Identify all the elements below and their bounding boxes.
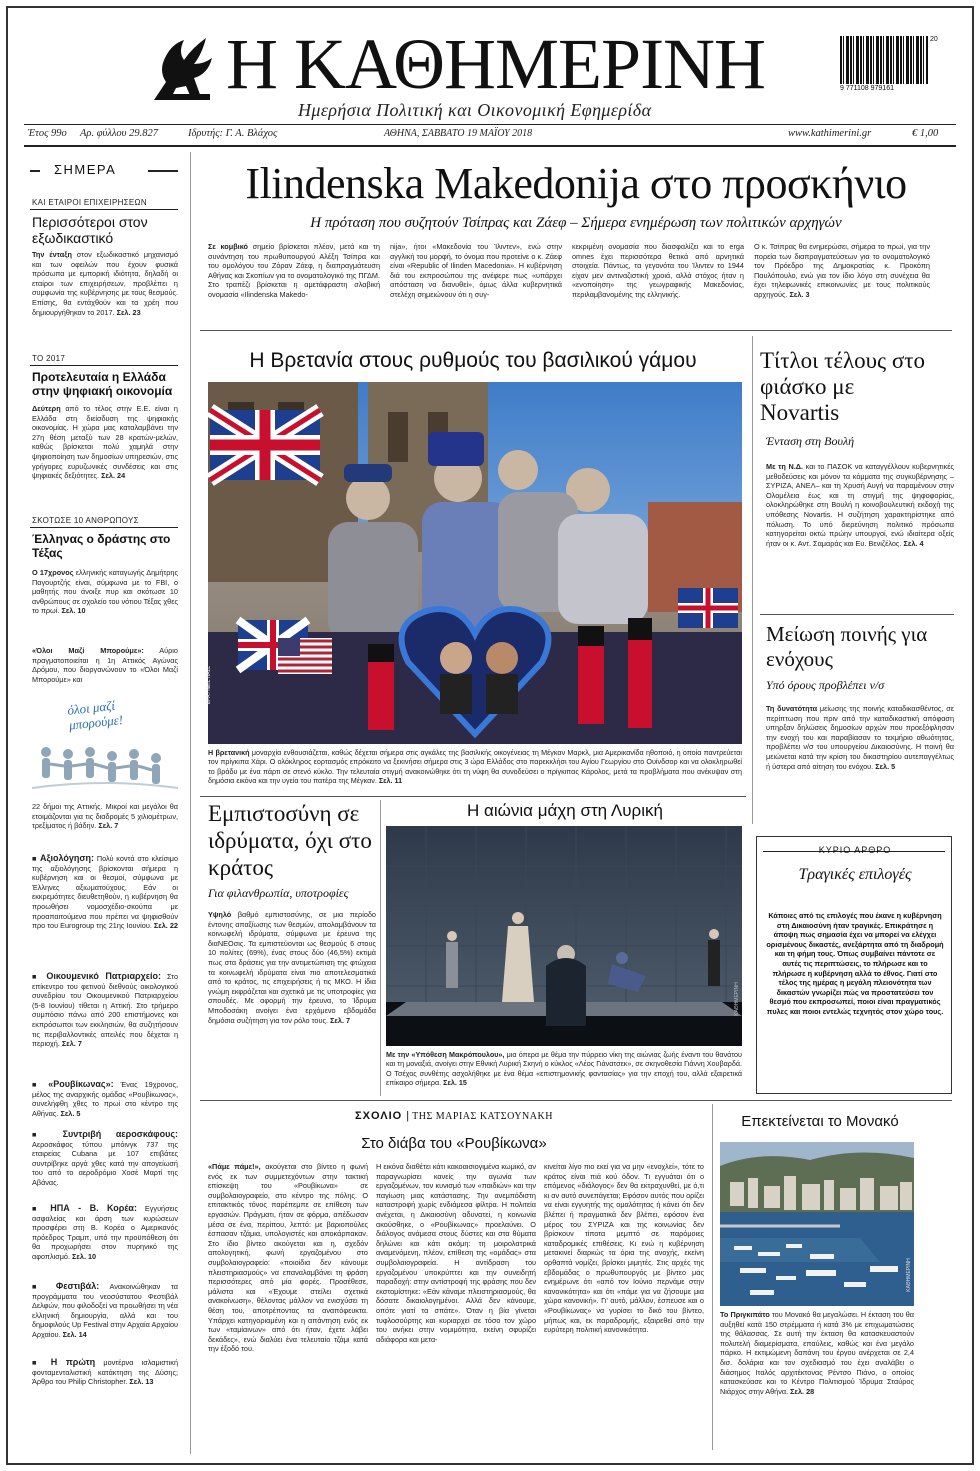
commentary-byline	[200, 1106, 708, 1124]
opera-story	[384, 800, 746, 1098]
lead-col-4	[754, 242, 930, 322]
barcode-bars	[840, 36, 928, 84]
sidebar-kicker-1: ΚΑΙ ΕΤΑΙΡΟΙ ΕΠΙΧΕΙΡΗΣΕΩΝ	[32, 198, 147, 207]
monaco-divider	[712, 1104, 713, 1450]
crowd-with-flags-illustration	[208, 382, 742, 744]
bullet-icon: ■	[32, 1358, 51, 1367]
trust-subhead: Για φιλανθρωπία, υποτροφίες	[208, 886, 349, 900]
sidebar-story-4-body2: 22 δήμοι της Αττικής. Μικροί και μεγάλοι θα ετοιμάζονται για τις διαδρομές 5 χιλιομέτρων, τρεξίματος ή βάδην.	[32, 802, 178, 831]
issue-number: Αρ. φύλλου 29.827	[80, 128, 158, 139]
commentary-col-1	[208, 1162, 368, 1452]
commentary-col-3: κινείται λίγο πιο εκεί για να μην «ενοχλεί», τότε το κράτος είναι πιά κού όδον. Τι εγγυάται ότι ο επόμενος «διάλογος» δεν θα εκτραχυνθεί, με ό,τι κι αν αυτό συνεπάγεται; Εφόσον αυτός που ορίζει να είναι εγγυητής της ομαλότητας ή κάνει ότι δεν βλέπει ή πραγματικά δεν βλέπει, εφόσον ένα μέρος του ΣΥΡΙΖΑ και της κοινωνίας δεν βρίσκουν τίποτα μεμπτό σε παρόμοιες καταδρομικές επιθέσεις. Κι ενώ η κυβέρνηση μετακινεί διαρκώς τα όρια της ανοχής, εκείνη ορθαπτά νομίζει, βρίσκει μιμητές. Στις αρχές της εβδομάδας ο πρωθυπουργός με βίντεο μας ενημέρωνε ότι «από τον Ιούνιο περνάμε στην κανονικότητα» και ότι «πάμε για να ζήσουμε μια χώρα κανονική». Γι' αυτό, μάλλον, έσπευσε και ο «Ρουβίκωνας» να γυρίσει το δικό του βίντεο, μήπως και, εκ παραδρομής, εξαιρεθεί από την ευρύτερη πολιτική κανονικότητα.	[544, 1162, 705, 1335]
lead-story	[200, 152, 952, 324]
trust-ref[interactable]: Σελ. 7	[330, 1015, 351, 1025]
editorial-headline[interactable]: Τραγικές επιλογές	[798, 866, 912, 883]
novartis-body	[766, 462, 954, 612]
barcode-top-number: 20	[930, 36, 938, 43]
monaco-ref[interactable]: Σελ. 28	[790, 1386, 815, 1396]
sidebar-header: ΣΗΜΕΡΑ	[54, 162, 117, 177]
mid-rule	[200, 796, 746, 797]
novartis-ref[interactable]: Σελ. 4	[903, 538, 924, 548]
barcode	[840, 36, 940, 92]
novartis-lead: Με τη Ν.Δ.	[766, 462, 804, 471]
charity-logo-text: όλοι μαζί μπορούμε!	[66, 697, 124, 733]
editorial-box	[756, 836, 952, 1094]
opera-headline[interactable]: Η αιώνια μάχη στη Λυρική	[467, 801, 663, 820]
right-column-divider	[752, 336, 753, 824]
masthead-rule-bottom	[24, 145, 956, 147]
sidebar-divider	[190, 152, 191, 1454]
monaco-headline[interactable]: Επεκτείνεται το Μονακό	[741, 1113, 899, 1130]
sidebar-kicker-rule	[30, 527, 178, 528]
brief-1-ref[interactable]: Σελ. 22	[153, 921, 178, 931]
commentary-col-1-lead: «Πάμε πάμε!»,	[208, 1162, 261, 1171]
royal-caption-lead: Η βρετανική	[208, 748, 250, 757]
brief-2-body: Στο επίκεντρο του φετινού διεθνούς οικολογικού συνεδρίου του Οικουμενικού Πατριαρχείου (5-8 Ιουνίου) τίθεται η Αττική. Στο τρήμερο συμπόσιο πάνω από 200 επιστήμονες και εκπρόσωποι των εκκλησιών, θα συζητήσουν τις περιβαλλοντικές απειλές που δέχεται η περιοχή.	[32, 972, 179, 1049]
byline-separator: |	[406, 1110, 413, 1122]
brief-6-ref[interactable]: Σελ. 14	[62, 1329, 87, 1339]
brief-7-lead: Η πρώτη	[50, 1357, 96, 1367]
masthead-subtitle: Ημερήσια Πολιτική και Οικονομική Εφημερίδα	[298, 100, 652, 120]
lead-headline[interactable]: Ilindenska Makedonija στο προσκήνιο	[245, 159, 907, 208]
lead-col-4-body: Ο κ. Τσίπρας θα ενημερώσει, σήμερα το πρωί, για την πορεία των διαπραγματεύσεων για το ονοματολογικό τον Πρόεδρο της Δημοκρατίας κ. Προκόπη Παυλόπουλο, ενώ για τον ίδιο λόγο στη συνέχεια θα έχει τηλεφωνικές επικοινωνίες με τους πολιτικούς αρχηγούς.	[754, 242, 930, 299]
trust-headline[interactable]: Εμπιστοσύνη σε ιδρύματα, όχι στο κράτος	[208, 801, 372, 880]
lead-col-3: κεκριμένη ονομασία που διασφαλίζει και το erga omnes έχει περισσότερα θετικά από αρνητικά στοιχεία. Πάντως, τα γεγονότα του Ίλιντεν το 1944 είχαν μεν αντιναζιστική χροιά, αλλά στόχος ήταν η «ενοποίηση» της γεωγραφικής Μακεδονίας, περιλαμβανομένης της ελληνικής.	[572, 242, 744, 299]
royal-caption	[208, 748, 742, 788]
sentence-lead: Τη δυνατότητα	[766, 704, 818, 713]
bullet-icon: ■	[32, 972, 47, 981]
brief-4-body: Αεροσκάφος τύπου μπόινγκ 737 της εταιρείας Cubana με 107 επιβάτες συντρίβηκε αργά χθες κατά την απογείωσή του από το αεροδρόμιο Χοσέ Μαρτί της Αβάνας.	[32, 1139, 178, 1187]
brief-6-lead: Φεστιβάλ:	[55, 1281, 100, 1291]
sidebar-title-2[interactable]: Προτελευταία η Ελλάδα στην ψηφιακή οικονομία	[32, 370, 173, 398]
founder: Ιδρυτής: Γ. Α. Βλάχος	[188, 128, 278, 139]
brief-2-ref[interactable]: Σελ. 7	[61, 1039, 82, 1049]
opera-photo	[386, 826, 742, 1046]
commentary-author: ΤΗΣ ΜΑΡΙΑΣ ΚΑΤΣΟΥΝΑΚΗ	[412, 1111, 553, 1122]
opera-caption-body: μια όπερα με θέμα την πύρρειο νίκη της αιώνιας ζωής έναντι του θανάτου και τη μοναξιά, ανοίγει στην Εθνική Λυρική Σκηνή ο κύκλος «Λέος Γιάνατσεκ», σε σκηνοθεσία Γιάννη Χουβαρδά. Ο Τσέχος συνθέτης ασχολήθηκε με ένα θέμα «επιστημονικής φαντασίας» για την εποχή του, αλλά εξαιρετικά επίκαιρο σήμερα.	[386, 1050, 742, 1088]
novartis-subhead: Ένταση στη Βουλή	[766, 434, 855, 448]
royal-wedding-story	[200, 334, 746, 796]
charity-logo	[32, 694, 178, 794]
sidebar	[30, 154, 178, 1454]
monaco-photo-credit: ΚΑΘΗΜΕΡΙΝΗ	[905, 1258, 912, 1292]
brief-7	[32, 1358, 178, 1402]
union-flag	[210, 410, 320, 480]
sidebar-story-3	[32, 568, 178, 646]
monaco-story	[716, 1104, 954, 1450]
sidebar-rule	[30, 170, 40, 172]
royal-caption-body: μοναρχία ενθουσιάζεται, καθώς δέχεται σήμερα στις αγκάλες της βασιλικής οικογένειας τη Μέγκαν Μαρκλ, μια Αμερικανίδα ηθοποιό, η οποία παντρεύεται τον πρίγκιπα Χάρι. Ο ολόκληρος εορτασμός επρόκειτο να ξεκινήσει σήμερα στις 3 ώρα Ελλάδος στο παρεκκλήσι του Αγίου Γεωργίου στο Ουίνδσορ και να ολοκληρωθεί το βράδυ με ένα πάρτι σε στενό κύκλο. Την τελευταία στιγμή ανακοινώθηκε ότι τη νύφη θα συνοδεύσει ο πρίγκιπας Κάρολος, μετά τα προβλήματα που ανέκυψαν στη δημόσια εικόνα και την υγεία του πατέρα της Μέγκαν.	[208, 748, 742, 786]
editorial-kicker: ΚΥΡΙΟ ΑΡΘΡΟ	[818, 845, 892, 855]
monaco-harbour-illustration	[720, 1142, 914, 1306]
bullet-icon: ■	[32, 1282, 56, 1291]
brief-5-lead: ΗΠΑ - Β. Κορέα:	[50, 1203, 137, 1213]
sidebar-title-1[interactable]: Περισσότεροι στον εξωδικαστικό	[32, 214, 148, 246]
barcode-number: 9 771108 979161	[840, 85, 894, 92]
sentence-ref[interactable]: Σελ. 5	[875, 761, 896, 771]
sidebar-kicker-3: ΣΚΟΤΩΣΕ 10 ΑΝΘΡΩΠΟΥΣ	[32, 516, 139, 525]
bullet-icon: ■	[32, 1204, 51, 1213]
opera-ref[interactable]: Σελ. 15	[443, 1078, 467, 1088]
brief-6	[32, 1282, 178, 1352]
lead-subhead: Η πρόταση που συζητούν Τσίπρας και Ζάεφ – Σήμερα ενημέρωση των πολιτικών αρχηγών	[310, 215, 842, 231]
lead-story-rule	[200, 330, 952, 331]
monaco-lead: Το Πριγκιπάτο	[720, 1310, 770, 1319]
brief-7-ref[interactable]: Σελ. 13	[129, 1377, 154, 1387]
people-chain-icon	[32, 742, 178, 792]
sidebar-story-4-lead: «Όλοι Μαζί Μπορούμε»:	[32, 646, 144, 655]
lead-col-1-lead: Σε κομβικό	[208, 242, 248, 251]
sidebar-title-3[interactable]: Έλληνας ο δράστης στο Τέξας	[32, 532, 171, 560]
masthead-title: Η ΚΑΘΗΜΕΡΙΝΗ	[226, 24, 766, 104]
price: € 1,00	[912, 128, 939, 139]
brief-7-body: μοντέρνα ισλαμιστική φονταμενταλιστική κατάκτηση της Δύσης; Άρθρο του Philip Christopher.	[32, 1358, 179, 1387]
monaco-body	[720, 1310, 914, 1446]
sidebar-story-2-body: από το τέλος στην Ε.Ε. είναι η Ελλάδα στη διείσδυση της ψηφιακής οικονομίας. Η χώρα μας καταλαμβάνει την 27η θέση μεταξύ των 28 κρατών-μελών, καθώς βρίσκεται πολύ χαμηλά στην ψηφιοποίηση των δημοσίων υπηρεσιών, στις γρήγορες ευρυζωνικές συνδέσεις και στις ψηφιακές δεξιότητες.	[32, 404, 178, 481]
volume-year: Έτος 99ο	[28, 128, 67, 139]
sidebar-story-1-lead: Την ένταξη	[32, 250, 72, 259]
sidebar-story-2-ref[interactable]: Σελ. 24	[101, 471, 126, 481]
royal-headline[interactable]: Η Βρετανία στους ρυθμούς του βασιλικού γάμου	[249, 349, 697, 372]
lower-rule	[200, 1100, 952, 1101]
brief-2-lead: Οικουμενικό Πατριαρχείο:	[46, 971, 161, 981]
sidebar-story-4	[32, 646, 178, 690]
sidebar-story-1-ref[interactable]: Σελ. 23	[116, 307, 141, 317]
union-flag	[678, 588, 738, 628]
commentary-col-1-body: ακούγεται στο βίντεο η φωνή ενός εκ των συμμετεχόντων στην τακτική επίσκεψη του «Ρουβίκωνα» σε συμβολαιογραφείο, στο κέντρο της πόλης. Ο επιτακτικός τόνος παρέπεμπε σε επίθεση των εργασιών. Πράγματι, ήταν σε φόρμα, απέδωσαν μέσα σε ένα, περίπου, λεπτό: με βαριοπούλες έσπασαν τζάμια, υπολογιστές και αποκάρπακαν. Στο ίδιο βίντεο ακούγεται και η, σχεδόν απολογητική, φωνή εργαζομένου στο συμβολαιογραφείο: «ποιοίδια δεν κάνουμε πλειστηριασμούς» να επαναλαμβάνει τη φράση περισσότερες από μία φορές. Προσέθεσε, μάλιστα και «Έχουμε στείλει σχετικά ανακοίνωση», θέλοντας μάλλον να ενισχύσει τη θέση του, αποτρέποντας τα αναπόφευκτα. Υπάρχει κατηγοριαμένη και η απάντηση ενός εκ των «ταμίαινων» από ότι ήταν, έχετε λάβει δεκάδες», ενώ διαλύει ένα τελευταίο τζάμι κατά την έξοδό του.	[208, 1162, 368, 1354]
sidebar-story-4-ref[interactable]: Σελ. 7	[98, 821, 119, 831]
lead-col-1	[208, 242, 380, 322]
brief-5-ref[interactable]: Σελ. 10	[72, 1251, 97, 1261]
opera-stage-illustration	[386, 826, 742, 1046]
bullet-icon: ■	[32, 1080, 49, 1089]
opera-photo-credit: ΚΑΘΗΜΕΡΙΝΗ	[733, 982, 740, 1016]
brief-1-lead: Αξιολόγηση:	[39, 853, 95, 863]
commentary-kicker: ΣΧΟΛΙΟ	[355, 1110, 403, 1122]
commentary-story	[200, 1104, 708, 1454]
trust-body	[208, 910, 376, 1096]
brief-1	[32, 854, 178, 970]
brief-3	[32, 1080, 178, 1120]
sentence-text: μείωσης της ποινής καταδικασθέντος, σε περίπτωση που πριν από την καταδικαστική απόφαση υπηρξαν δηλώσεις δημοσίων αρχών που προεξόφλησαν την ενοχή του και παραβίασαν το τεκμήριο αθωότητας, προβλέπει ν/σ του υπουργείου Δικαιοσύνης. Η ποινή θα μειώνεται κατά την κρίση του δικαστηρίου αυτεπαγγέλτως ή ύστερα από αίτηση του ενόχου.	[766, 704, 955, 771]
sidebar-kicker-rule	[30, 365, 178, 366]
dateline: ΑΘΗΝΑ, ΣΑΒΒΑΤΟ 19 ΜΑΪΟΥ 2018	[384, 128, 533, 139]
lead-ref[interactable]: Σελ. 3	[789, 289, 810, 299]
brief-4	[32, 1130, 178, 1198]
sentence-headline[interactable]: Μείωση ποινής για ενόχους	[766, 622, 928, 671]
brief-3-lead: «Ρουβίκωνας»:	[48, 1079, 114, 1089]
brief-5-body: Εγγυήσεις ασφαλείας και άρση των κυρώσεων προσφέρει στη Β. Κορέα ο Αμερικανός πρόεδρος Τραμπ, υπό την προϋπόθεση ότι θα προχωρήσει στον πυρηνικό της αφοπλισμό.	[32, 1204, 179, 1261]
sidebar-story-1-body: στον εξωδικαστικό μηχανισμό και των οφειλών που έχουν φυσικά πρόσωπα με εμπορική ιδιότητα, δηλαδή οι εταίροι των επιχειρήσεων, προβλέπει η συμφωνία της κυβέρνησης με τους θεσμούς. Επίσης, θα εντάχθούν και τα χρέη που δημιουργήθηκαν το 2017.	[32, 250, 178, 317]
lead-col-1-body: σημείο βρίσκεται πλέον, μετά και τη συνάντηση του πρωθυπουργού Αλέξη Τσίπρα και του ομολόγου του Ζόραν Ζάεφ, η διαπραγμάτευση Αθήνας και Σκοπίων για το ονοματολογικό της ΠΓΔΜ. Στο τραπέζι βρίσκεται η αμετάφραστη σλαβική ονομασία «Ilindenska Makedo-	[208, 242, 380, 299]
brief-1-body: Πολύ κοντά στο κλείσιμο της αξιολόγησης βρίσκονται σήμερα η κυβέρνηση και οι θεσμοί, σύμφωνα με Έλληνες αξιωματούχους. Εάν οι εκκρεμότητες διευθετηθούν, η κυβέρνηση θα προωθήσει νομοσχέδιο-σκούπα με προαπαιτούμενα που πρέπει να ψηφισθούν προ του Eurogroup της 21ης Ιουνίου.	[32, 854, 179, 931]
monaco-text: του Μονακό θα μεγαλώσει. Η έκταση του θα αυξηθεί κατά 150 στρέμματα ή κατά 3% με επιχωματώσεις της θάλασσας. Σε αυτή την έκταση θα κατασκευαστούν πολυτελή διαμερίσματα, επαύλεις, καθώς και ένα μεγάλο πάρκο. Η εκτιμώμενη δαπάνη του έργου ανέρχεται σε 2,4 δισ. δολάρια και τον σχεδιασμό του έχει αναλάβει ο διάσημος Ιταλός αρχιτέκτονας Ρέντσο Πιάνο, ο οποίος κατασκεύασε και το Κέντρο Πολιτισμού Ίδρυμα Σταύρος Νιάρχος στην Αθήνα.	[720, 1310, 915, 1396]
bullet-icon: ■	[32, 854, 40, 863]
sentence-subhead: Υπό όρους προβλέπει ν/σ	[766, 678, 885, 692]
brief-2	[32, 972, 178, 1068]
lead-col-2: nija», ήτοι «Μακεδονία του Ίλιντεν», ενώ στην αγγλική του μορφή, το όνομα που προτείνε ο κ. Ζάεφ είναι «Republic of Ilinden Macedonia». Η κυβέρνηση διά του εκπροσώπου της ανέφερε πως «υπάρχει απόσταση να διανυθεί», όμως άλλα κυβερνητικά στελέχη σημειώνουν ότι η συγ-	[390, 242, 562, 299]
brief-4-lead: Συντριβή αεροσκάφους:	[62, 1129, 178, 1139]
sidebar-story-2-lead: Δεύτερη	[32, 404, 61, 413]
brief-5	[32, 1204, 178, 1274]
novartis-text: και το ΠΑΣΟΚ να καταγγέλλουν κυβερνητικές μεθοδεύσεις και μόνον τα κόμματα της συγκυβέρνησης –ΣΥΡΙΖΑ, ΑΝΕΛ– και τη Χρυσή Αυγή να παραμένουν στην Ολομέλεια έως και τη στιγμή της ψηφοφορίας, ολοκληρώθηκε στη Βουλή η κοινοβουλευτική εκδοχή της υπόθεσης Novartis. Η συζήτηση χαρακτηρίστηκε από πόλωση. Το υπό διερεύνηση πολιτικό πρόσωπα κατηγορείται οκτώ πρώην υπουργοί, ενώ ιδιαίτερα οξείς ήταν οι κ. Αντ. Σαμαράς και Ευ. Βενιζέλος.	[766, 462, 954, 548]
commentary-col-2: Η εικόνα διαθέτει κάτι κακοαισιογιμένα κωμικό, αν παραγνωρίσει κανείς την αγωνία των εργαζομένων, τον κυνισμό των «παιδιών» και την παγίωση μιας κατάστασης. Την ανεμπόδιστη καταστροφή χωρίς ενδιάμεσα φίλτρα. Η πολιτεία ανέχεται, η Δικαιοσύνη αδυνατεί, η κοινωνία ακούσθηκε, ο «Ρουβίκωνας» προελαύνει. Ο διάλογος ανάμεσα στους δύστες και στα θύματα δηλώνει και κάτι ακόμη: τη μοιρολατρικά αναμενόμενη, πλέον, επίθεση της «ομάδας» στα συμβολαιογραφεία. Η αντίδραση του εργαζομένου υποκρύπτει και την συνειδητή παραδοχή: στην αντίστροφή της φράσης που δεν εκστομίστηκε: «Εάν κάναμε πλειστηριασμούς, θα δόσατε δικαιολογημένοι. Αλλά δεν κάνουμε, οπότε γιατί τα σπάτε». Όταν η βία γίνεται τυφλοσούρτης και κυριαρχεί σε τόσο τον χώρο του ανήκει στην νομιμότητα, εκείνη σφυρίζει αδιάφορα και μετα-	[376, 1162, 536, 1344]
novartis-rule	[760, 614, 954, 615]
opera-caption	[386, 1050, 742, 1094]
monaco-photo	[720, 1142, 914, 1306]
sidebar-story-4-cont	[32, 802, 178, 842]
novartis-headline[interactable]: Τίτλοι τέλους στο φιάσκο με Novartis	[760, 348, 926, 425]
royal-ref[interactable]: Σελ. 11	[378, 776, 403, 786]
sidebar-story-2	[32, 404, 178, 510]
sidebar-story-1	[32, 250, 178, 346]
novartis-story	[760, 338, 954, 620]
sidebar-kicker-rule	[30, 209, 178, 210]
commentary-headline[interactable]: Στο διάβα του «Ρουβίκωνα»	[361, 1135, 547, 1152]
sidebar-kicker-2: ΤΟ 2017	[32, 354, 66, 363]
sidebar-story-3-body: ελληνικής καταγωγής Δημήτρης Παγουρτζής είναι, σύμφωνα με το FBI, ο μαθητής που άνοιξε πυρ και σκότωσε 10 ανθρώπους σε σχολείο του νότιου Τέξας χθες το πρωί.	[32, 568, 178, 616]
brief-3-ref[interactable]: Σελ. 5	[60, 1108, 81, 1118]
trust-lead: Υψηλό	[208, 910, 232, 919]
editorial-body: Κάποιες από τις επιλογές που έκανε η κυβέρνηση στη Δικαιοσύνη ήταν τραγικές. Επικράτησε η άποψη πως σημασία έχει να μπορεί να ελέγχει ορισμένους δικαστές, ανεξάρτητα από τη διαδρομή και τη φήμη τους. Όπως συμβαίνει πάντοτε σε αυτές τις περιπτώσεις, το πλήρωσε και το πλήρωσε η κυβέρνηση αλλά το έθνος. Γιατί στο τέλος της ημέρας η μεγάλη πλειονότητα των δικαστών γνωρίζει πώς να προστατεύσει τον θεσμό που εκπροσωπεί, ποιοι είναι πραγματικός πυλες και ποιοι εντελώς τεχνητός στον χώρο τους.	[766, 911, 944, 1016]
brief-3-body: Ένας 19χρονος, μέλος της αναρχικής ομάδας «Ρουβίκωνας», συνελήφθη χθες το πρωί στο κέντρο της Αθήνας.	[32, 1080, 178, 1118]
sidebar-story-3-ref[interactable]: Σελ. 10	[61, 606, 86, 616]
sidebar-rule	[148, 170, 178, 172]
info-strip	[28, 128, 956, 144]
website[interactable]: www.kathimerini.gr	[788, 128, 872, 139]
masthead-rule-top	[24, 124, 956, 125]
opera-caption-lead: Με την «Υπόθεση Μακρόπουλου»,	[386, 1050, 505, 1059]
brief-6-body: Ανακοινώθηκαν τα προγράμματα του νεοσύστατου Φεστιβάλ Δελφών, που φιλοδοξεί να προωθήσει τη νέα ελληνική δημιουργία, αλλά και του δημοφιλούς Up Festival στην Αρχαία Αρχαίου Αρχαίου.	[32, 1282, 178, 1339]
sidebar-story-4-body: Αύριο πραγματοποιείται η 1η Αττικός Αγώνας Δρόμου, που διοργανώνουν το «Όλοι Μαζί Μπορούμε» και	[32, 646, 178, 684]
trust-divider	[380, 800, 381, 1096]
sentence-story	[760, 618, 954, 818]
royal-photo-credit: EPA / NEIL HALL	[206, 665, 213, 705]
us-flag	[278, 638, 332, 674]
bullet-icon: ■	[32, 1130, 63, 1139]
sidebar-story-3-lead: Ο 17χρονος	[32, 568, 74, 577]
royal-wedding-photo	[208, 382, 742, 744]
trust-story	[200, 800, 376, 1100]
sentence-body	[766, 704, 954, 816]
trust-text: βαθμό εμπιστοσύνης, σε μια περίοδο έντονης απαξίωσης των θεσμών, απολαμβάνουν τα κοινωφελή ιδρύματα, σύμφωνα με έρευνα της διαΝΕΟσις. Τα εμπιστεύονται ως θεσμούς 6 στους 10 πολίτες (69%), ένας στους δύο (46,5%) εκτιμά πως στα δράσεις για την αντιμετώπιση της φτώχεια τα κοινωφελή ιδρύματα είναι πιο αποτελεσματικά από το κράτος, τις επιχειρήσεις ή τις ΜΚΟ. Η ίδια γνώμη εκφράζεται και σχετικά με τις υποτροφίες για σπουδές. Με αφορμή την έρευνα, το Ίδρυμα Μποδοσάκη ανοίγει ένα ερχόμενο εβδομάδα δημόσια συζήτηση για τον ρόλο τους.	[208, 910, 376, 1025]
sphinx-logo-icon	[144, 30, 224, 108]
